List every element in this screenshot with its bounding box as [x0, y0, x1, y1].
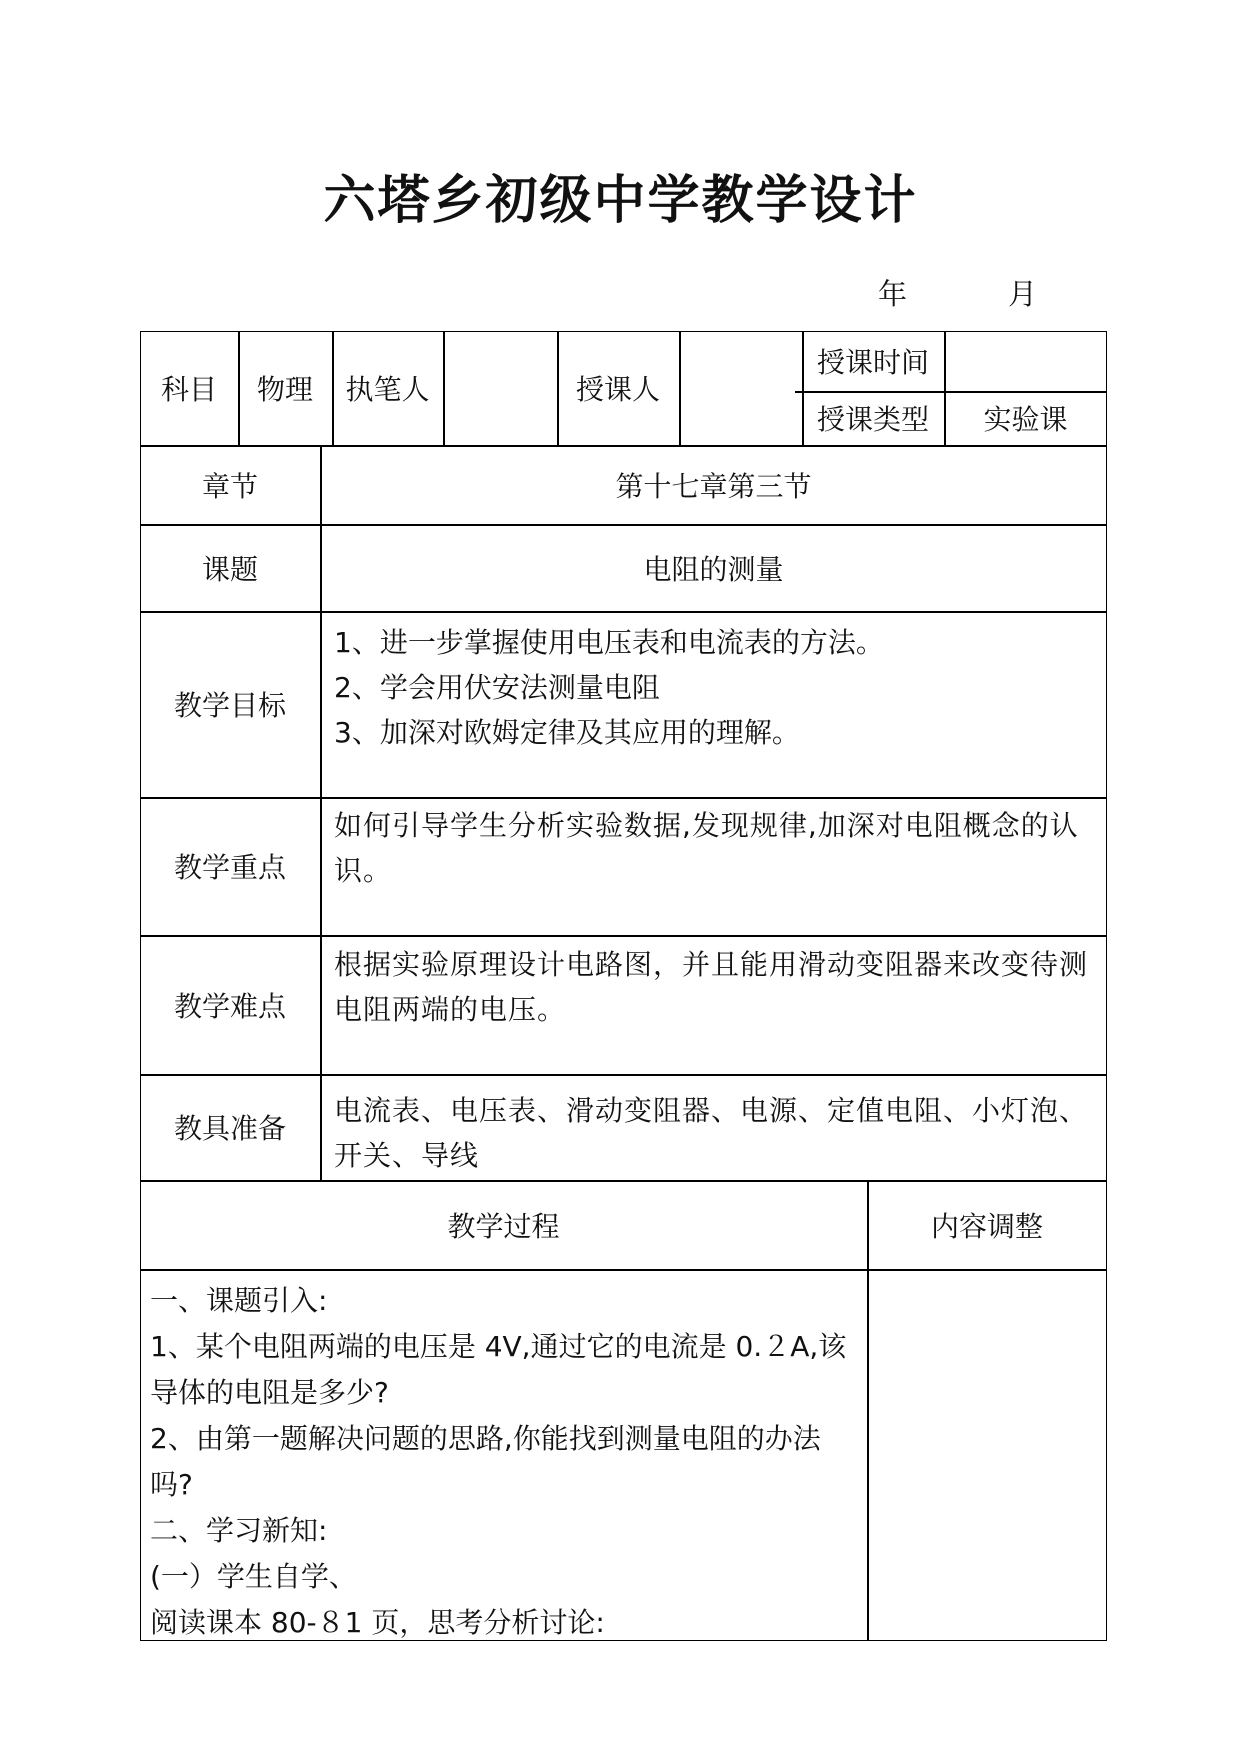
process-line: 导体的电阻是多少? — [150, 1376, 389, 1409]
row-divider — [140, 1269, 1107, 1271]
teacher-value — [679, 331, 802, 445]
goals-label: 教学目标 — [173, 689, 286, 722]
difficulties-label: 教学难点 — [173, 989, 286, 1023]
process-line: (一）学生自学、 — [150, 1560, 357, 1593]
topic-label: 课题 — [201, 552, 258, 586]
materials-label: 教具准备 — [173, 1112, 286, 1145]
document-title: 六塔乡初级中学教学设计 — [323, 171, 918, 231]
time-label: 授课时间 — [816, 346, 929, 379]
topic-value: 电阻的测量 — [643, 552, 784, 586]
goal-item: 2、学会用伏安法测量电阻 — [334, 671, 660, 704]
chapter-value: 第十七章第三节 — [615, 469, 812, 503]
process-line: 一、课题引入: — [150, 1284, 328, 1317]
date-month-label: 月 — [1008, 277, 1038, 311]
difficulties-text: 根据实验原理设计电路图，并且能用滑动变阻器来改变待测电阻两端的电压。 — [334, 948, 1089, 1026]
time-value — [944, 331, 1107, 391]
materials-text: 电流表、电压表、滑动变阻器、电源、定值电阻、小灯泡、开关、导线 — [334, 1094, 1089, 1172]
goal-item: 1、进一步掌握使用电压表和电流表的方法。 — [334, 626, 884, 659]
date-year-label: 年 — [878, 277, 908, 311]
process-content — [150, 1278, 860, 1646]
author-value — [443, 331, 557, 445]
process-line: 吗? — [150, 1468, 193, 1501]
process-line: 2、由第一题解决问题的思路,你能找到测量电阻的办法 — [150, 1422, 821, 1455]
adjust-header: 内容调整 — [930, 1209, 1043, 1243]
key-points-text: 如何引导学生分析实验数据,发现规律,加深对电阻概念的认识。 — [334, 809, 1079, 887]
process-header: 教学过程 — [447, 1209, 560, 1243]
teacher-label: 授课人 — [575, 373, 660, 406]
subject-label: 科目 — [160, 373, 217, 406]
key-points-label: 教学重点 — [173, 851, 286, 884]
goal-item: 3、加深对欧姆定律及其应用的理解。 — [334, 716, 800, 749]
type-value: 实验课 — [983, 403, 1068, 436]
chapter-label: 章节 — [201, 469, 258, 503]
goals-list — [334, 620, 1094, 755]
author-label: 执笔人 — [345, 373, 430, 406]
type-label: 授课类型 — [816, 403, 929, 436]
process-line: 1、某个电阻两端的电压是 4V,通过它的电流是 0.２A,该 — [150, 1330, 847, 1363]
subject-value: 物理 — [256, 373, 313, 406]
process-line: 阅读课本 80-８1 页，思考分析讨论: — [150, 1606, 605, 1639]
process-line: 二、学习新知: — [150, 1514, 328, 1547]
